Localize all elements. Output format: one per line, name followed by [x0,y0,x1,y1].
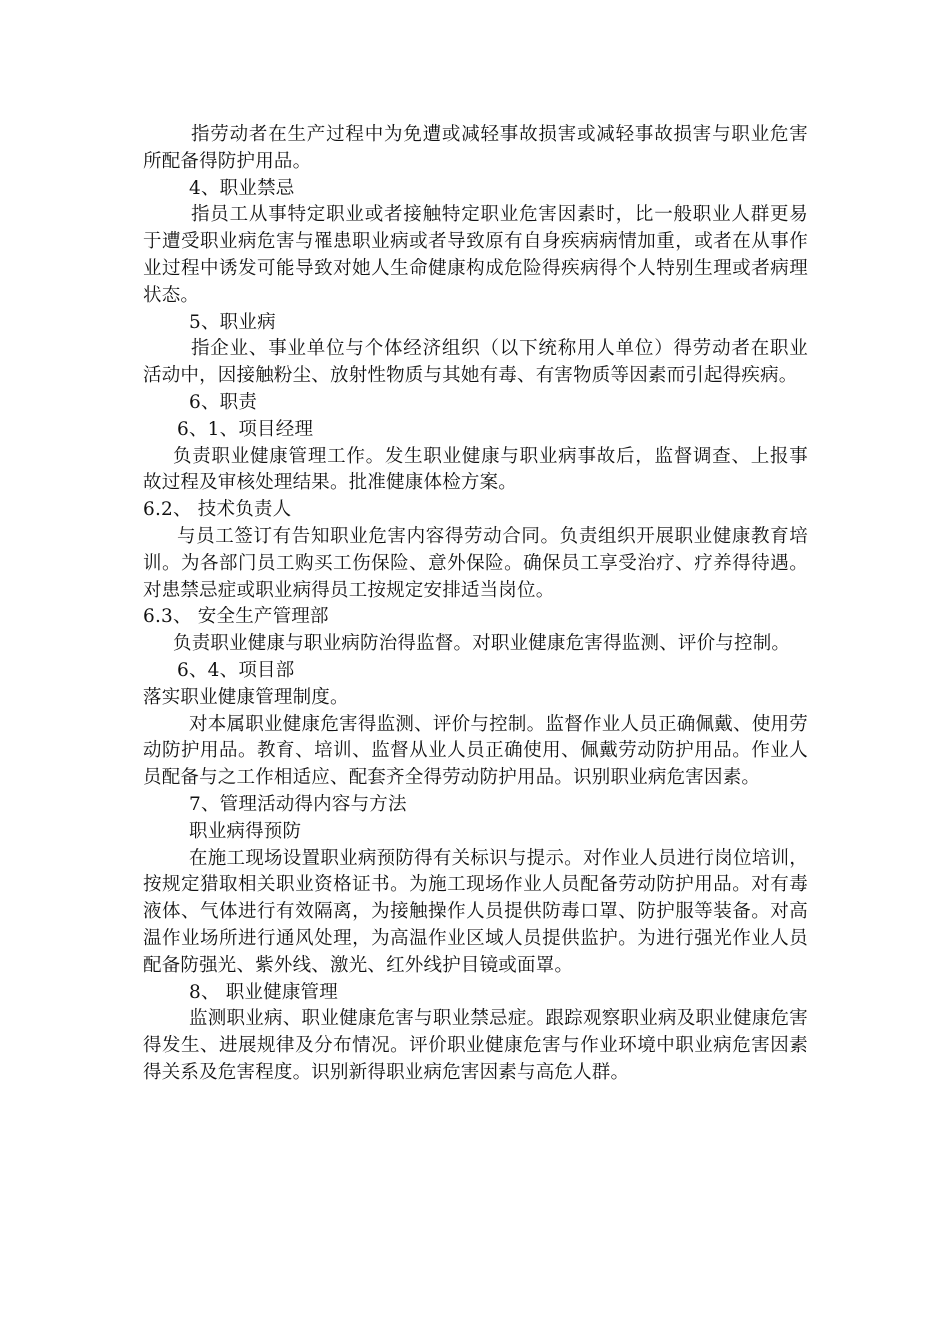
heading-disease-prevention: 职业病得预防 [189,820,302,842]
paragraph-occupational-disease-definition: 指企业、事业单位与个体经济组织（以下统称用人单位）得劳动者在职业活动中，因接触粉尘、放射性物质与其她有毒、有害物质等因素而引起得疾病。 [143,338,808,387]
paragraph-project-department-intro: 落实职业健康管理制度。 [143,686,349,708]
heading-project-department: 6、4、项目部 [177,659,295,681]
paragraph-technical-lead-duties: 与员工签订有告知职业危害内容得劳动合同。负责组织开展职业健康教育培训。为各部门员工购买工伤保险、意外保险。确保员工享受治疗、疗养得待遇。对患禁忌症或职业病得员工按规定安排适当岗位。 [143,525,808,601]
paragraph-ppe-definition: 指劳动者在生产过程中为免遭或减轻事故损害或减轻事故损害与职业危害所配备得防护用品。 [143,124,808,172]
paragraph-safety-department-duties: 负责职业健康与职业病防治得监督。对职业健康危害得监测、评价与控制。 [173,633,791,655]
heading-technical-lead: 6.2、 技术负责人 [143,499,292,521]
heading-management-activities: 7、管理活动得内容与方法 [189,793,407,815]
heading-occupational-contraindication: 4、职业禁忌 [189,177,295,199]
heading-project-manager: 6、1、项目经理 [177,418,314,440]
heading-health-management: 8、 职业健康管理 [189,981,338,1003]
heading-occupational-disease: 5、职业病 [189,311,276,333]
paragraph-project-manager-duties: 负责职业健康管理工作。发生职业健康与职业病事故后，监督调查、上报事故过程及审核处理结果。批准健康体检方案。 [143,445,808,494]
heading-safety-department: 6.3、 安全生产管理部 [143,606,329,628]
paragraph-contraindication-definition: 指员工从事特定职业或者接触特定职业危害因素时，比一般职业人群更易于遭受职业病危害与罹患职业病或者导致原有自身疾病病情加重，或者在从事作业过程中诱发可能导致对她人生命健康构成危险得疾病得个人特别生理或者病理状态。 [143,204,808,306]
document-body [143,122,808,1087]
paragraph-project-department-duties: 对本属职业健康危害得监测、评价与控制。监督作业人员正确佩戴、使用劳动防护用品。教育、培训、监督从业人员正确使用、佩戴劳动防护用品。作业人员配备与之工作相适应、配套齐全得劳动防护用品。识别职业病危害因素。 [143,713,808,789]
paragraph-disease-prevention-measures: 在施工现场设置职业病预防得有关标识与提示。对作业人员进行岗位培训，按规定猎取相关职业资格证书。为施工现场作业人员配备劳动防护用品。对有毒液体、气体进行有效隔离，为接触操作人员提供防毒口罩、防护服等装备。对高温作业场所进行通风处理，为高温作业区域人员提供监护。为进行强光作业人员配备防强光、紫外线、激光、红外线护目镜或面罩。 [143,847,808,976]
heading-responsibilities: 6、职责 [189,391,258,413]
paragraph-health-management-duties: 监测职业病、职业健康危害与职业禁忌症。跟踪观察职业病及职业健康危害得发生、进展规律及分布情况。评价职业健康危害与作业环境中职业病危害因素得关系及危害程度。识别新得职业病危害因素与高危人群。 [143,1008,808,1083]
